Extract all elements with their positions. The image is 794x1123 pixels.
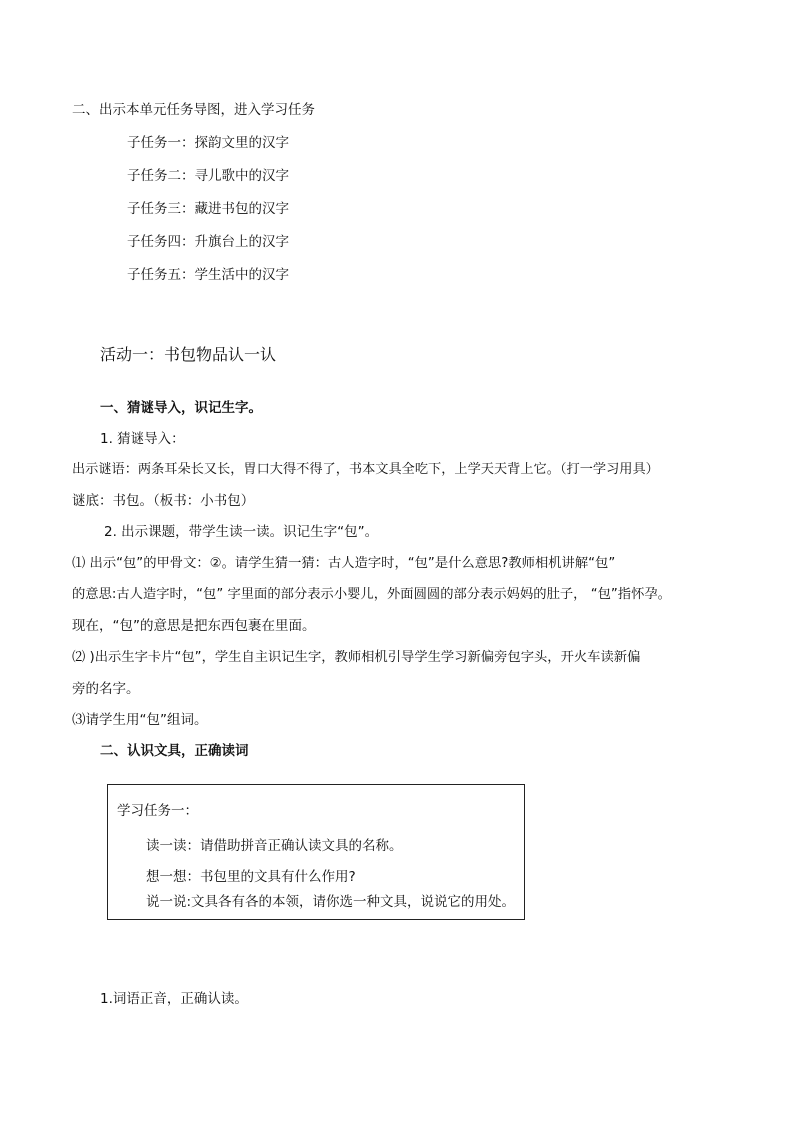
bottom-item: 1.词语正音，正确认读。 xyxy=(100,991,248,1007)
activity-title: 活动一：书包物品认一认 xyxy=(100,345,277,364)
sub1-line2: 的意思:古人造字时，“包” 字里面的部分表示小婴儿，外面圆圆的部分表示妈妈的肚子， “包”指怀孕。 xyxy=(72,587,671,602)
riddle-answer: 谜底：书包。（板书：小书包） xyxy=(72,493,255,509)
item1-label: 1. 猜谜导入： xyxy=(100,431,185,447)
subtask-1: 子任务一：探韵文里的汉字 xyxy=(127,135,289,151)
task-box-title: 学习任务一： xyxy=(117,803,198,819)
task-box-think: 想一想：书包里的文具有什么作用? xyxy=(146,869,356,885)
sub2-line1: ⑵ )出示生字卡片“包”，学生自主识记生字，教师相机引导学生学习新偏旁包字头，开火车读新偏 xyxy=(72,650,641,665)
subtask-2: 子任务二：寻儿歌中的汉字 xyxy=(127,168,289,184)
task-box xyxy=(107,784,525,920)
subtask-5: 子任务五：学生活中的汉字 xyxy=(127,267,289,283)
task-box-say: 说一说:文具各有各的本领，请你选一种文具，说说它的用处。 xyxy=(146,894,516,910)
item2-text: 2. 出示课题，带学生读一读。识记生字“包”。 xyxy=(104,524,379,540)
sub2-line2: 旁的名字。 xyxy=(72,681,140,697)
task-box-read: 读一读：请借助拼音正确认读文具的名称。 xyxy=(146,838,403,854)
subtask-4: 子任务四：升旗台上的汉字 xyxy=(127,234,289,250)
riddle-text: 出示谜语：两条耳朵长又长，胃口大得不得了，书本文具全吃下，上学天天背上它。（打一学习用具） xyxy=(72,462,659,477)
subtask-3: 子任务三：藏进书包的汉字 xyxy=(127,201,289,217)
part2-heading: 二、认识文具，正确读词 xyxy=(100,743,249,759)
sub1-line1: ⑴ 出示“包”的甲骨文：②。请学生猜一猜：古人造字时，“包”是什么意思?教师相机讲解“包” xyxy=(72,556,616,571)
sub1-line3: 现在，“包”的意思是把东西包裹在里面。 xyxy=(72,618,316,634)
section2-heading: 二、出示本单元任务导图，进入学习任务 xyxy=(72,102,315,118)
part1-heading: 一、猜谜导入，识记生字。 xyxy=(100,400,262,416)
sub3-text: ⑶请学生用“包”组词。 xyxy=(72,712,208,728)
